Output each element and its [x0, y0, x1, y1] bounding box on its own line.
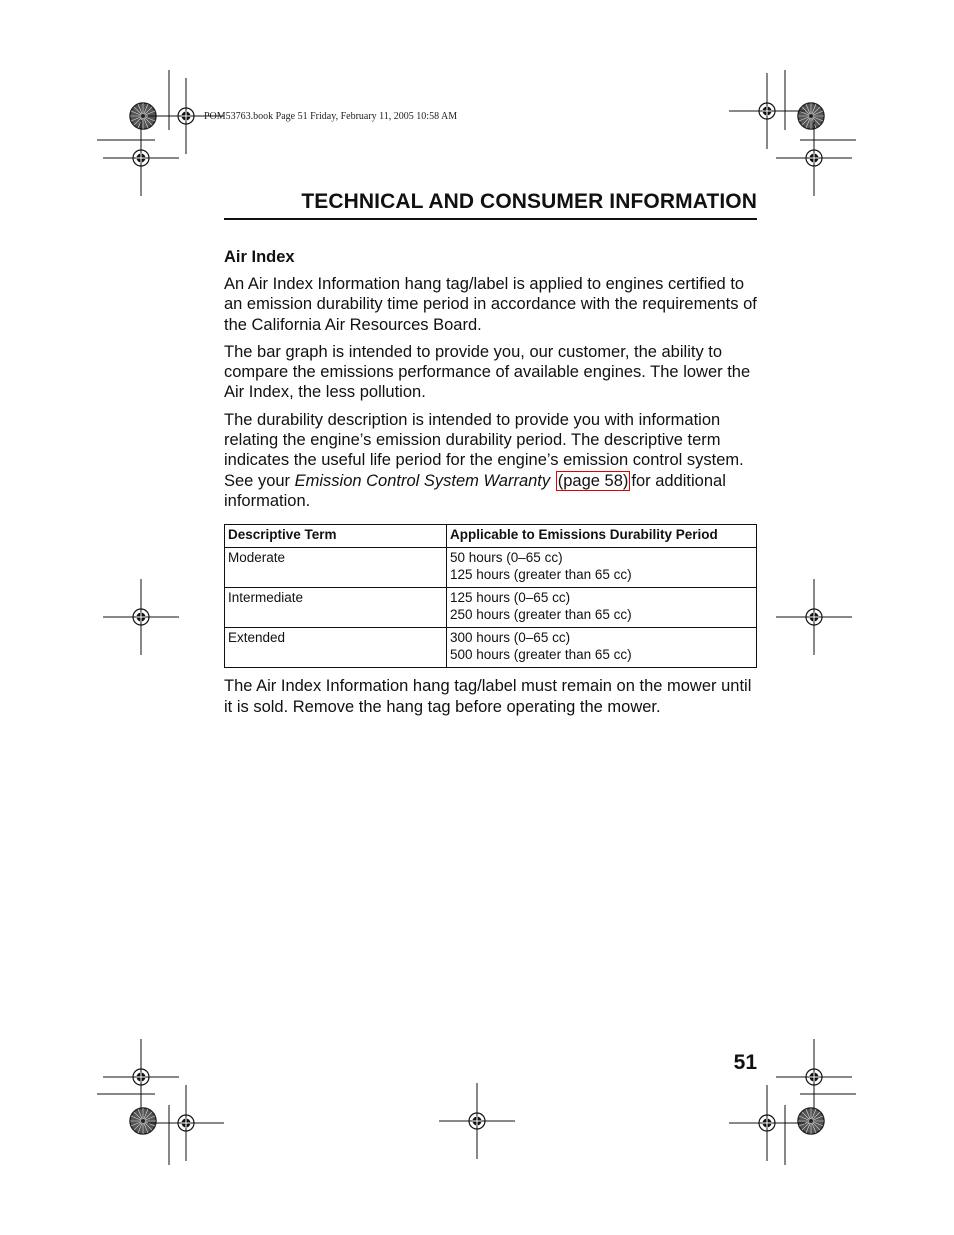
period-line: 250 hours (greater than 65 cc): [450, 607, 632, 623]
section-heading: Air Index: [224, 248, 295, 266]
registration-mark-icon: [103, 120, 179, 196]
registration-mark-icon: [103, 1039, 179, 1115]
paragraph-durability: [224, 410, 757, 511]
table-cell-term: Intermediate: [225, 588, 447, 628]
paragraph-intro: An Air Index Information hang tag/label is applied to engines certified to an emission durability time period in accordance with the requirements of the California Air Resources Board.: [224, 275, 757, 334]
registration-mark-icon: [776, 579, 852, 655]
registration-mark-icon: [148, 1085, 224, 1161]
table-header-row: [225, 525, 757, 548]
header-divider: [224, 218, 757, 220]
table-cell-term: Moderate: [225, 548, 447, 588]
table-header: Applicable to Emissions Durability Period: [447, 525, 757, 548]
main-content: [224, 247, 757, 724]
paragraph-bar-graph: The bar graph is intended to provide you, our customer, the ability to compare the emissions performance of available engines. The lower the Air Index, the less pollution.: [224, 342, 751, 402]
registration-mark-icon: [776, 1039, 852, 1115]
star-target-icon: [798, 103, 824, 129]
registration-mark-icon: [729, 1085, 805, 1161]
table-row: [225, 548, 757, 588]
table-row: [225, 588, 757, 628]
star-target-icon: [798, 1108, 824, 1134]
page-number: 51: [733, 1051, 757, 1074]
registration-mark-icon: [103, 579, 179, 655]
durability-text: The durability description is intended to provide you with information relating the engine’s emission durability period. The descriptive term indicates the useful life period for the engine’s emission control system. See your: [224, 410, 744, 490]
durability-text-end: for additional information.: [224, 471, 726, 510]
print-slug: POM53763.book Page 51 Friday, February 11, 2005 10:58 AM: [204, 111, 458, 122]
table-cell-period: [447, 588, 757, 628]
page-title: TECHNICAL AND CONSUMER INFORMATION: [301, 190, 757, 213]
page-58-link[interactable]: (page 58): [557, 471, 629, 490]
registration-mark-icon: [776, 120, 852, 196]
period-line: 125 hours (0–65 cc): [450, 590, 571, 606]
paragraph-closing: The Air Index Information hang tag/label must remain on the mower until it is sold. Remove the hang tag before operating the mower.: [224, 677, 752, 716]
table-header: Descriptive Term: [225, 525, 447, 548]
table-cell-period: [447, 548, 757, 588]
period-line: 50 hours (0–65 cc): [450, 550, 563, 566]
table-row: [225, 628, 757, 668]
registration-mark-icon: [439, 1083, 515, 1159]
period-line: 125 hours (greater than 65 cc): [450, 567, 632, 583]
table-cell-term: Extended: [225, 628, 447, 668]
registration-mark-icon: [729, 73, 805, 149]
star-target-icon: [130, 1108, 156, 1134]
period-line: 300 hours (0–65 cc): [450, 630, 571, 646]
durability-table: [224, 524, 757, 668]
warranty-title: Emission Control System Warranty: [294, 471, 551, 490]
table-cell-period: [447, 628, 757, 668]
period-line: 500 hours (greater than 65 cc): [450, 647, 632, 663]
